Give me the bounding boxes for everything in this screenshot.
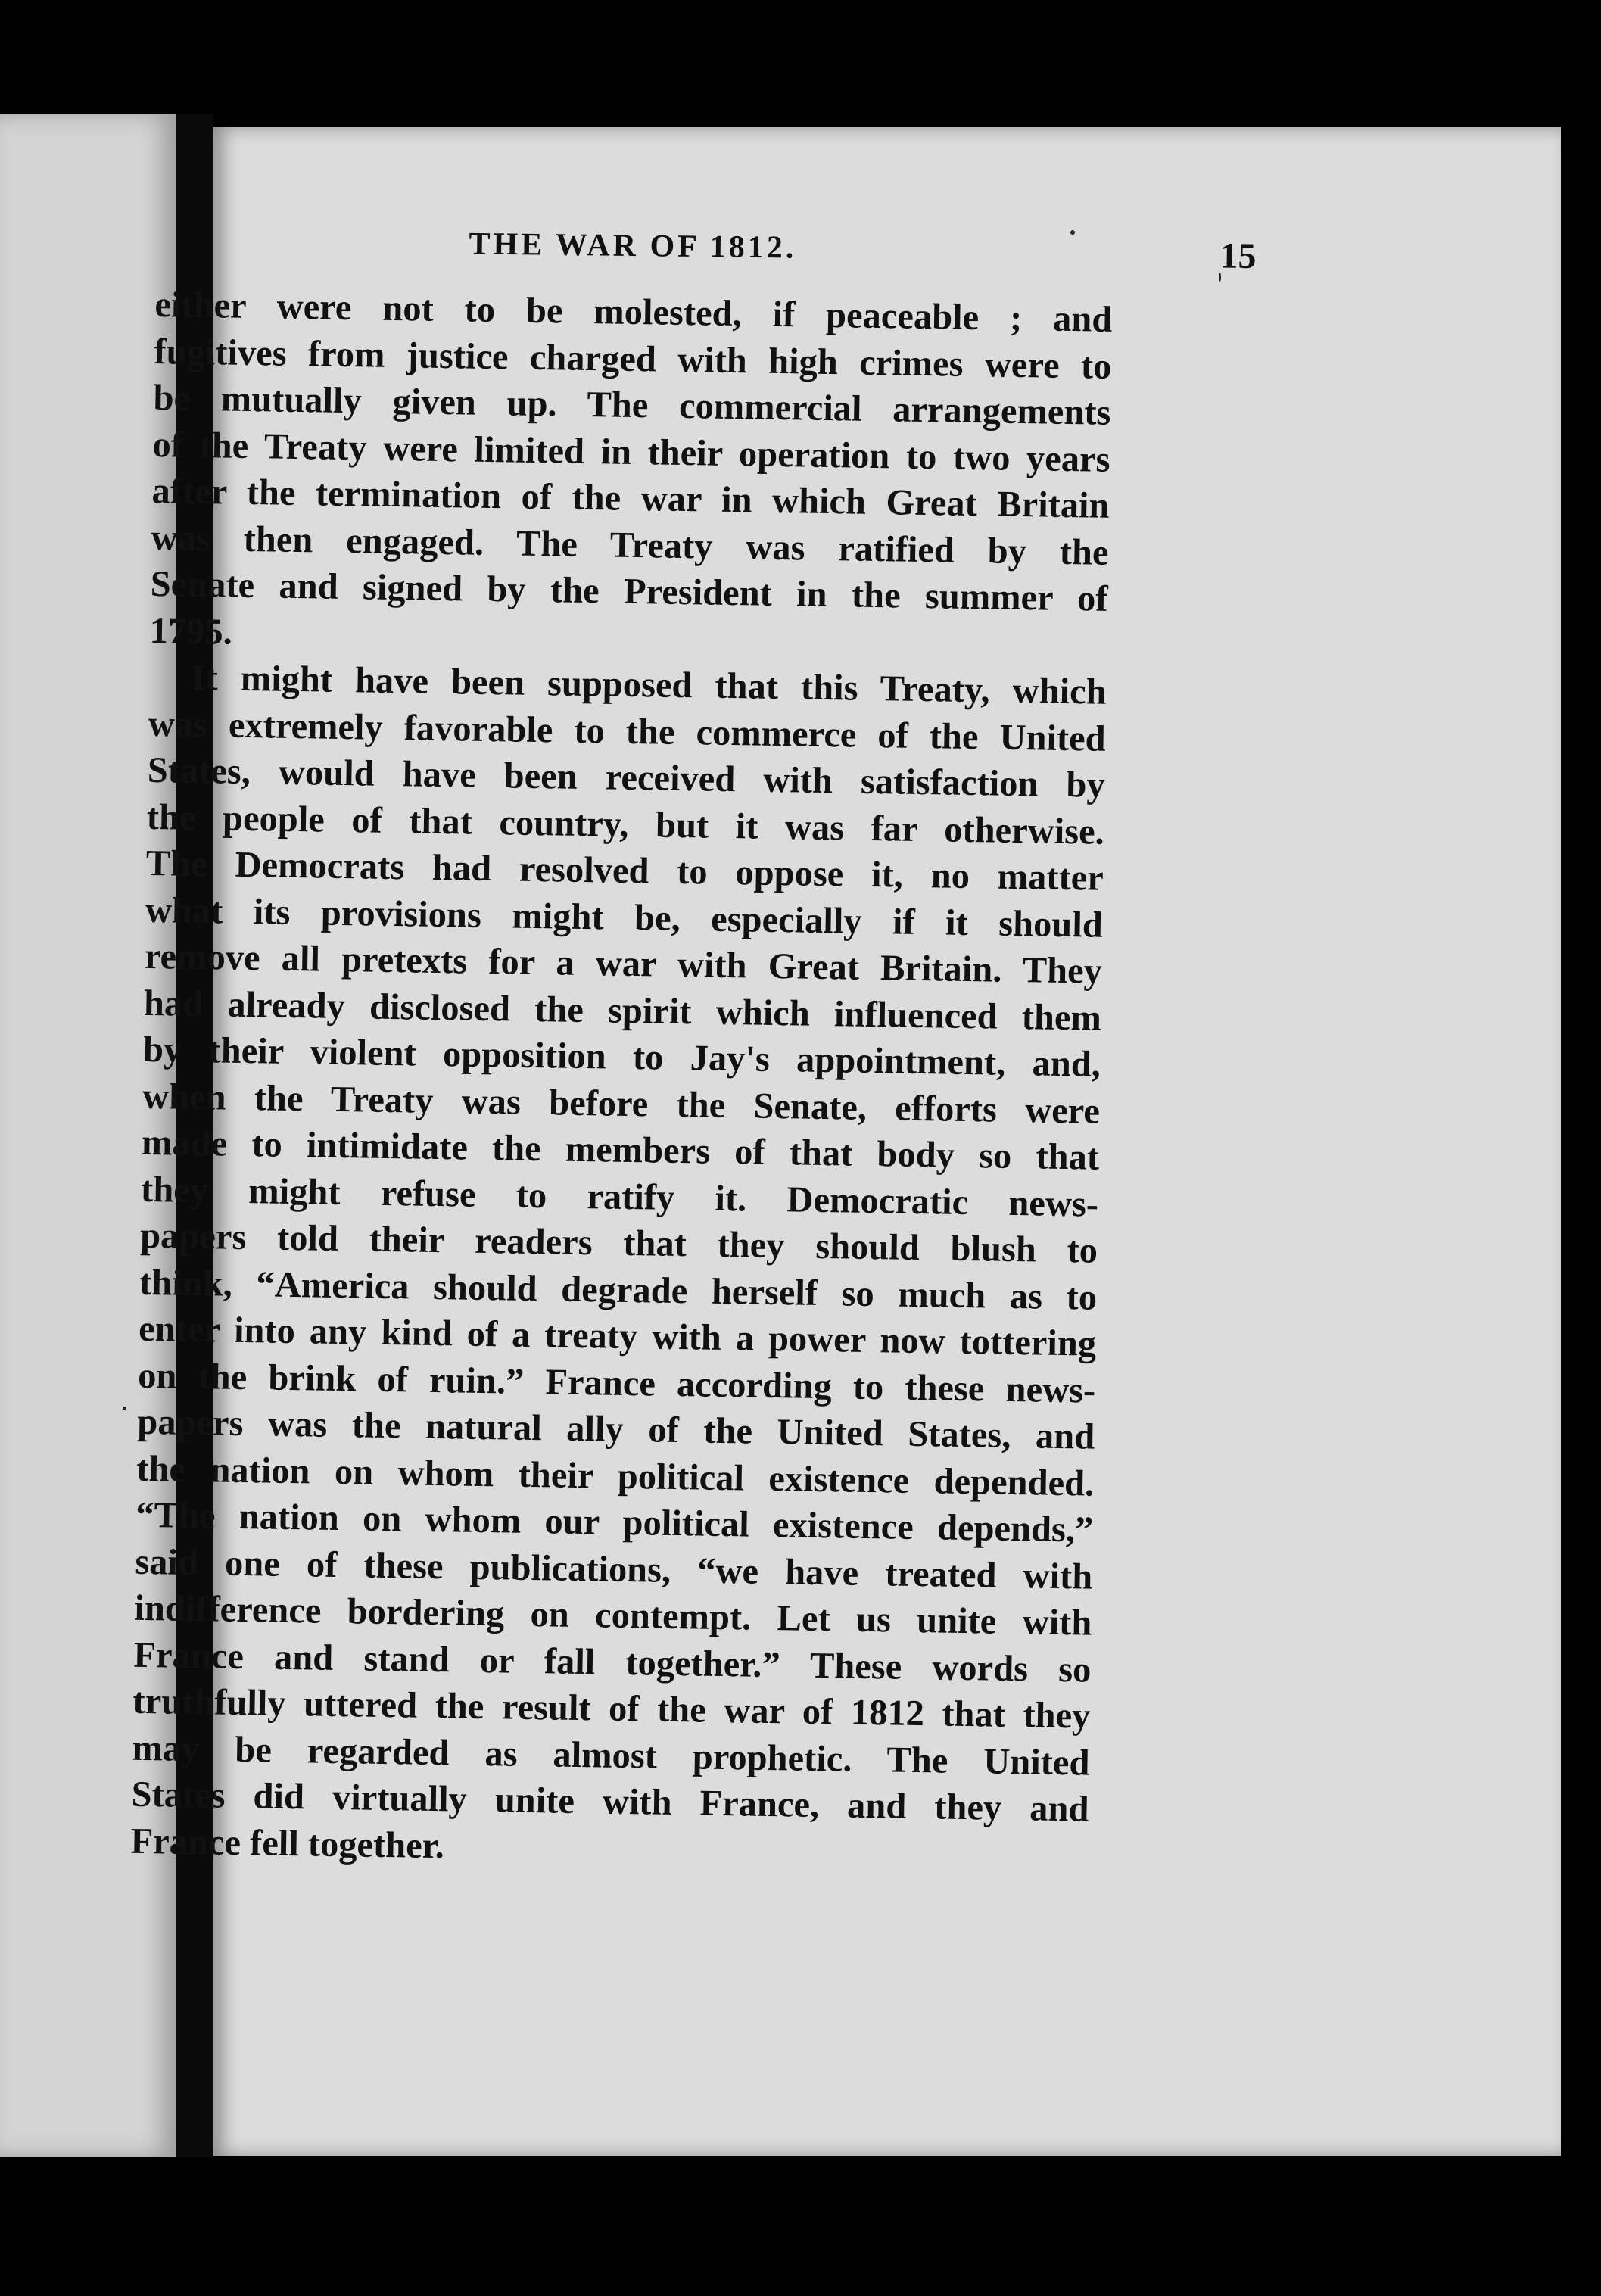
text-line: the people of that country, but it was far otherwise.: [146, 796, 1105, 852]
text-line: when the Treaty was before the Senate, efforts were: [142, 1076, 1101, 1132]
text-line: The Democrats had resolved to oppose it, no matter: [145, 843, 1104, 899]
text-line: think, “America should degrade herself so much as to: [139, 1262, 1098, 1318]
text-line: by their violent opposition to Jay's appointment, and,: [142, 1029, 1101, 1085]
text-line: made to intimidate the members of that body so that: [141, 1122, 1100, 1178]
text-line: enter into any kind of a treaty with a power now tottering: [138, 1308, 1097, 1364]
text-line: either were not to be molested, if peaceable ; and: [154, 284, 1113, 340]
text-line: may be regarded as almost prophetic. The United: [132, 1727, 1090, 1784]
text-line: on the brink of ruin.” France according to these news-: [137, 1355, 1096, 1411]
scan-speck: [123, 1407, 126, 1410]
text-line: It might have been supposed that this Treaty, which: [191, 657, 1107, 712]
text-line: States, would have been received with satisfaction by: [147, 749, 1106, 805]
text-line: France and stand or fall together.” These words so: [133, 1634, 1092, 1690]
text-line: was then engaged. The Treaty was ratified by the: [151, 517, 1109, 573]
text-line: Senate and signed by the President in the summer of: [150, 563, 1108, 619]
page-number: 15: [1219, 235, 1257, 277]
text-line: they might refuse to ratify it. Democratic news-: [140, 1169, 1099, 1225]
paragraph: [149, 282, 1113, 669]
text-line: papers was the natural ally of the United States, and: [136, 1401, 1095, 1457]
text-line: was extremely favorable to the commerce of the United: [148, 703, 1107, 759]
text-line: had already disclosed the spirit which influenced them: [143, 983, 1102, 1039]
text-line: 1795.: [149, 610, 233, 653]
text-line: France fell together.: [130, 1821, 445, 1866]
text-line: what its provisions might be, especially if it should: [145, 889, 1104, 946]
text-line: said one of these publications, “we have treated with: [135, 1541, 1093, 1597]
text-line: fugitives from justice charged with high crimes were to: [154, 331, 1112, 387]
text-line: “The nation on whom our political existence depends,”: [135, 1494, 1094, 1550]
paragraph: [130, 654, 1107, 1880]
text-line: the nation on whom their political existence depended.: [135, 1448, 1095, 1504]
text-line: papers told their readers that they should blush to: [139, 1215, 1098, 1271]
text-line: indifference bordering on contempt. Let us unite with: [134, 1587, 1092, 1643]
text-line: be mutually given up. The commercial arrangements: [153, 377, 1111, 433]
body-text: [130, 282, 1113, 1880]
text-line: truthfully uttered the result of the war of 1812 that they: [132, 1681, 1091, 1737]
text-line: States did virtually unite with France, and they and: [131, 1774, 1089, 1830]
text-line: remove all pretexts for a war with Great Britain. They: [144, 936, 1103, 992]
running-title: THE WAR OF 1812.: [469, 226, 797, 266]
text-line: after the termination of the war in which Great Britain: [151, 470, 1110, 526]
text-line: of the Treaty were limited in their operation to two years: [152, 424, 1110, 480]
